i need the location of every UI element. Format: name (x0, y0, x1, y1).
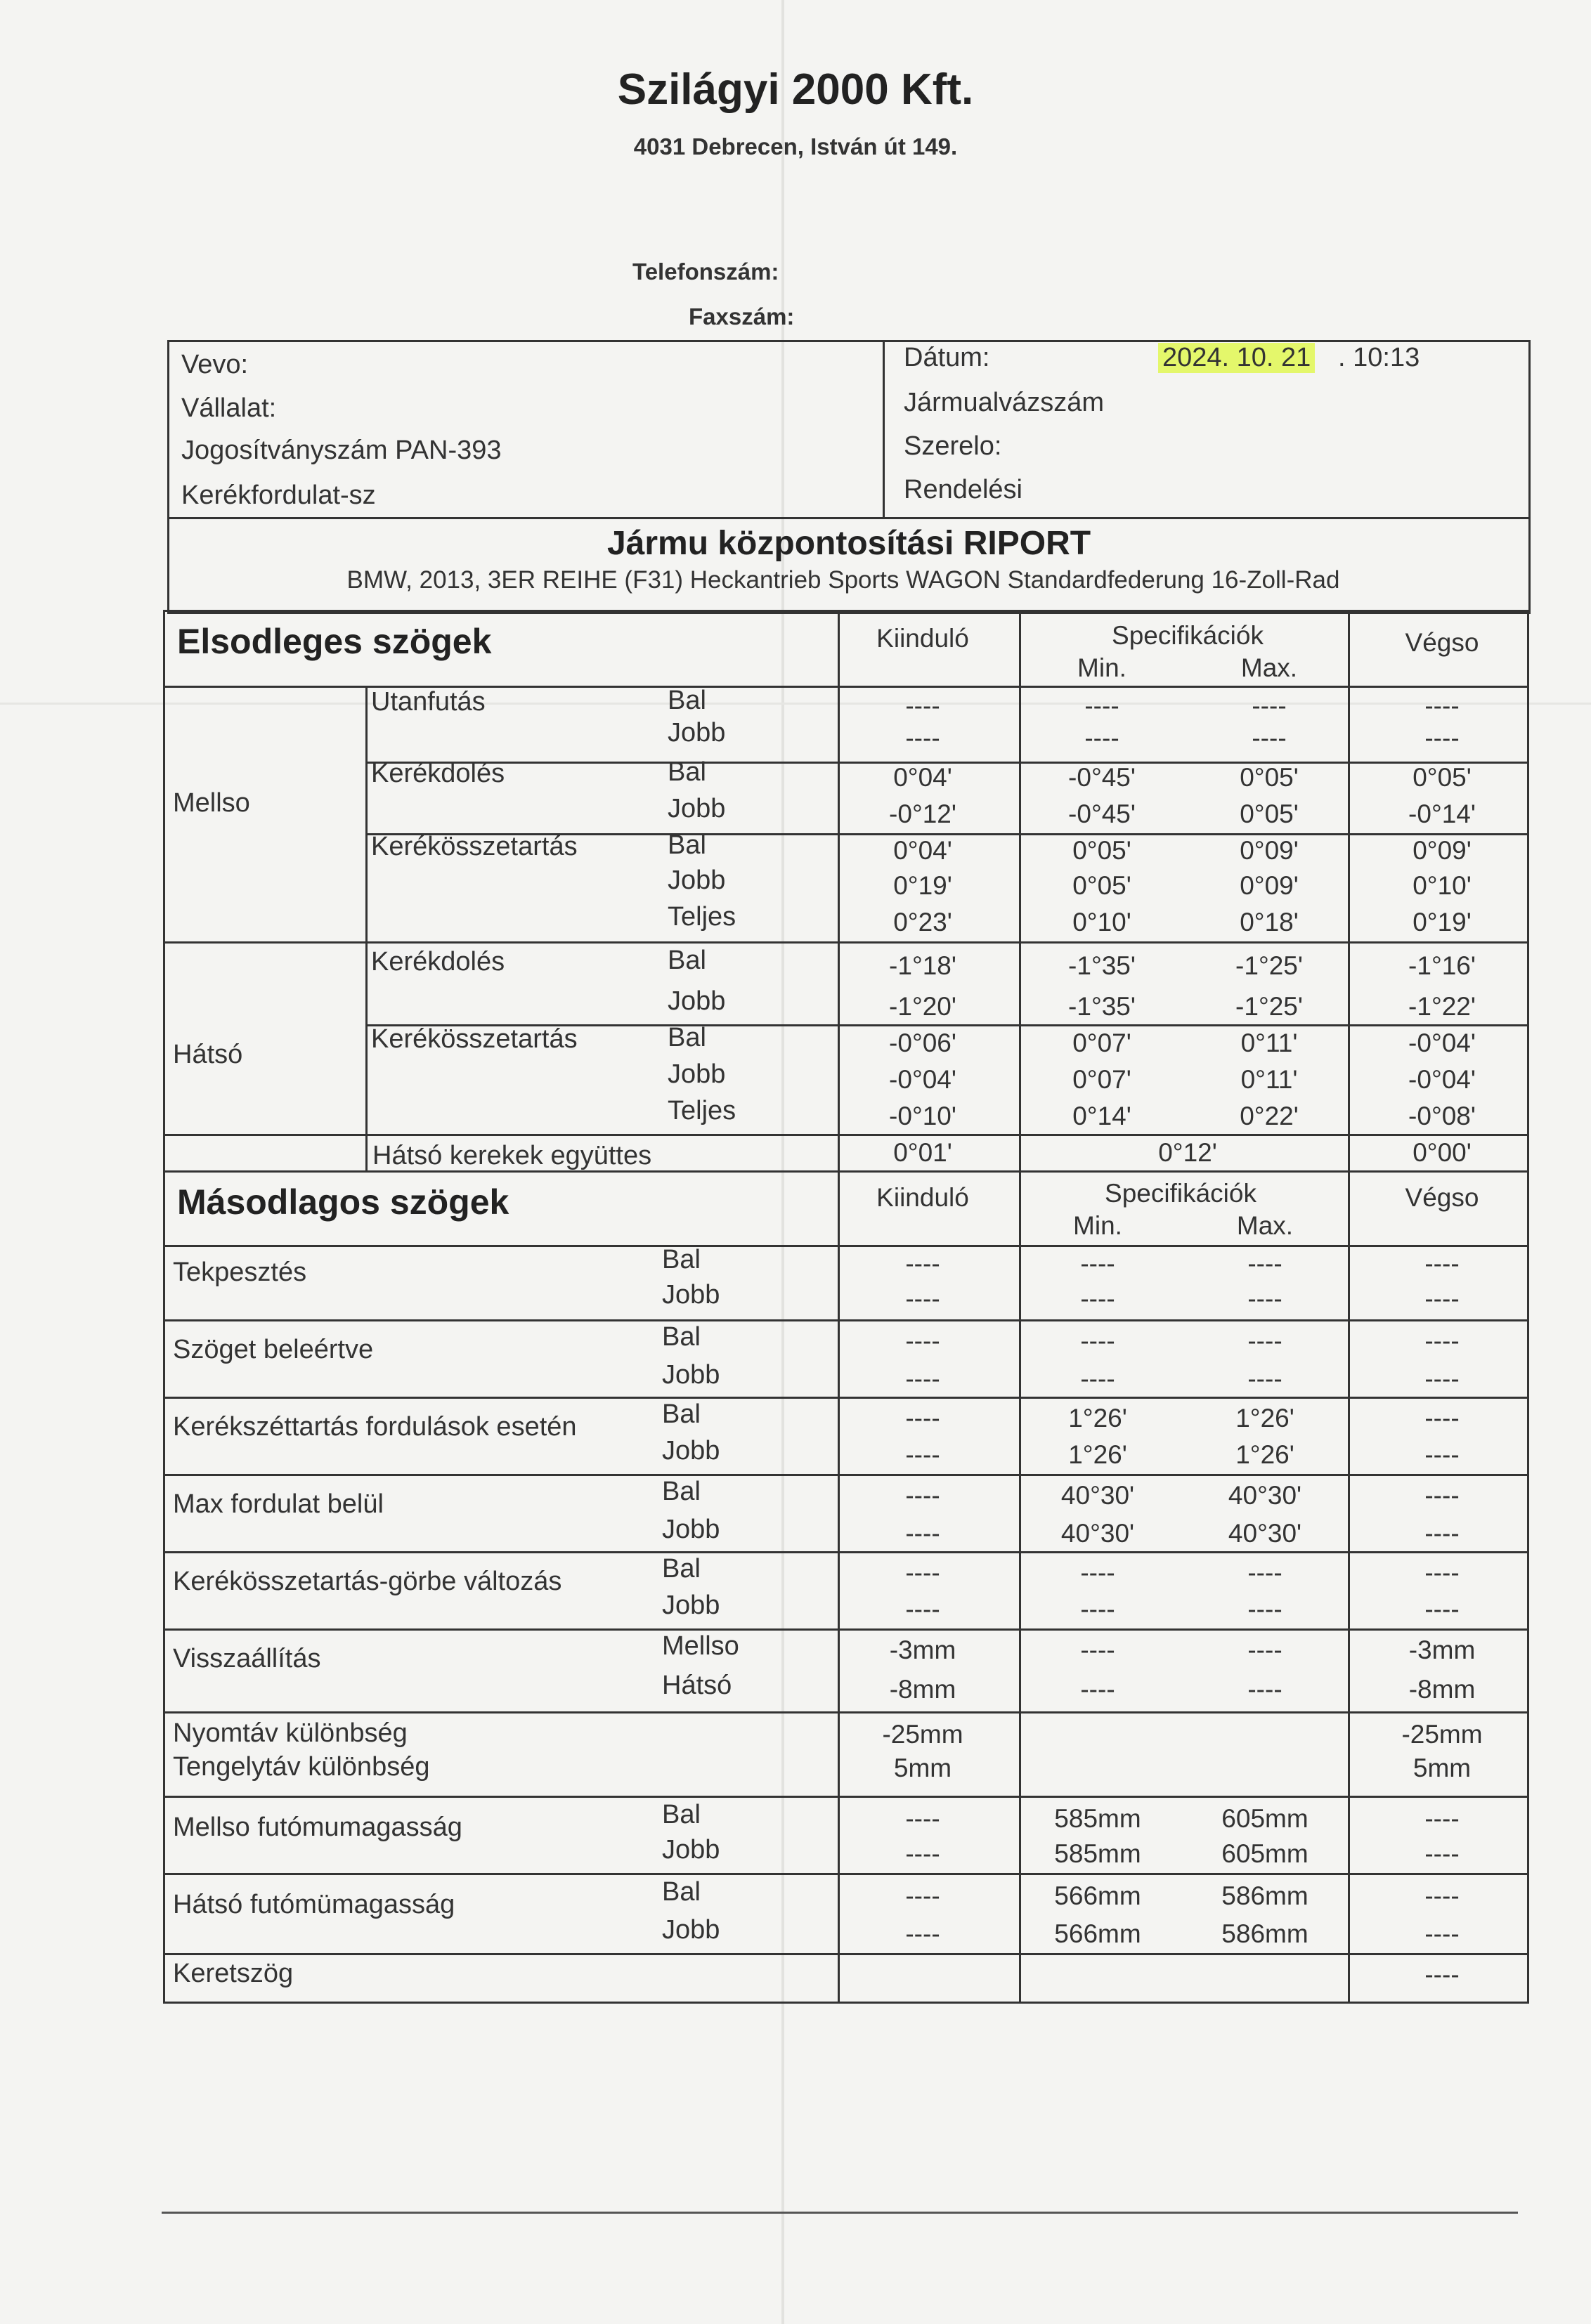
secondary-side-label: Bal (662, 1322, 701, 1352)
primary-initial-value: 0°19' (893, 871, 952, 900)
primary-initial-value: ---- (905, 691, 940, 720)
primary-max-value: 0°09' (1240, 836, 1299, 865)
secondary-initial-value: ---- (905, 1440, 940, 1469)
secondary-param-label: Szöget beleértve (173, 1335, 374, 1364)
secondary-final-value: ---- (1424, 1804, 1460, 1833)
secondary-heading: Másodlagos szögek (177, 1182, 509, 1222)
secondary-initial-value: ---- (905, 1249, 940, 1278)
secondary-final-value: ---- (1424, 1960, 1460, 1989)
primary-initial-value: -0°10' (889, 1102, 956, 1130)
secondary-min-value: ---- (1080, 1675, 1115, 1704)
primary-side-label: Teljes (668, 902, 736, 932)
primary-side-label: Jobb (668, 1059, 726, 1089)
primary-max-value: 0°11' (1240, 1029, 1298, 1057)
secondary-final-value: -3mm (1408, 1636, 1476, 1664)
secondary-max-value: 605mm (1221, 1839, 1308, 1868)
primary-side-label: Bal (668, 757, 706, 787)
secondary-param-label: Tengelytáv különbség (173, 1752, 430, 1782)
secondary-max-value: 586mm (1221, 1881, 1308, 1910)
secondary-max-value: ---- (1247, 1249, 1282, 1278)
primary-col-spec: Specifikációk (1112, 621, 1264, 650)
secondary-col-initial: Kiinduló (876, 1183, 969, 1212)
secondary-side-label: Bal (662, 1800, 701, 1829)
primary-initial-value: -0°06' (889, 1029, 956, 1057)
primary-param-label: Kerékösszetartás (371, 1024, 578, 1054)
secondary-side-label: Jobb (662, 1280, 720, 1310)
primary-max-value: 0°09' (1240, 871, 1299, 900)
secondary-min-value: 40°30' (1060, 1519, 1135, 1548)
secondary-min-value: 40°30' (1060, 1481, 1135, 1510)
secondary-final-value: ---- (1424, 1558, 1460, 1587)
date-label: Dátum: (904, 343, 990, 372)
primary-col-final: Végso (1405, 628, 1479, 657)
secondary-final-value: -8mm (1408, 1675, 1476, 1704)
secondary-max-value: 605mm (1221, 1804, 1308, 1833)
secondary-min-value: 1°26' (1068, 1440, 1127, 1469)
thrust-initial: 0°01' (893, 1138, 952, 1167)
secondary-final-value: ---- (1424, 1364, 1460, 1393)
secondary-max-value: 1°26' (1235, 1404, 1294, 1432)
secondary-side-label: Bal (662, 1399, 701, 1429)
secondary-final-value: ---- (1424, 1595, 1460, 1624)
secondary-side-label: Bal (662, 1245, 701, 1274)
secondary-min-value: ---- (1080, 1284, 1115, 1313)
primary-initial-value: 0°23' (893, 908, 952, 936)
info-license: Jogosítványszám PAN-393 (181, 436, 502, 465)
vehicle-description: BMW, 2013, 3ER REIHE (F31) Heckantrieb Sports WAGON Standardfederung 16-Zoll-Rad (346, 566, 1340, 594)
secondary-min-value: 566mm (1054, 1881, 1141, 1910)
primary-side-label: Jobb (668, 986, 726, 1016)
footer-line (162, 2212, 1518, 2214)
primary-final-value: ---- (1424, 724, 1460, 752)
secondary-initial-value: ---- (905, 1404, 940, 1432)
secondary-max-value: ---- (1247, 1636, 1282, 1664)
secondary-col-min: Min. (1073, 1211, 1122, 1240)
secondary-max-value: 586mm (1221, 1919, 1308, 1948)
primary-max-value: 0°05' (1240, 763, 1299, 792)
secondary-initial-value: ---- (905, 1519, 940, 1548)
primary-final-value: -1°16' (1408, 951, 1476, 980)
info-company: Vállalat: (181, 393, 277, 423)
secondary-max-value: ---- (1247, 1595, 1282, 1624)
secondary-side-label: Mellso (662, 1631, 739, 1661)
secondary-param-label: Kerékszéttartás fordulások esetén (173, 1412, 577, 1442)
thrust-final: 0°00' (1413, 1138, 1472, 1167)
secondary-side-label: Jobb (662, 1915, 720, 1945)
primary-final-value: -1°22' (1408, 992, 1476, 1021)
secondary-max-value: 40°30' (1228, 1519, 1302, 1548)
primary-max-value: -1°25' (1235, 951, 1303, 980)
primary-min-value: ---- (1084, 724, 1119, 752)
secondary-min-value: 585mm (1054, 1839, 1141, 1868)
primary-max-value: 0°18' (1240, 908, 1299, 936)
primary-max-value: 0°05' (1240, 799, 1299, 828)
secondary-side-label: Bal (662, 1877, 701, 1907)
secondary-side-label: Jobb (662, 1436, 720, 1465)
primary-initial-value: 0°04' (893, 763, 952, 792)
secondary-min-value: 566mm (1054, 1919, 1141, 1948)
secondary-max-value: ---- (1247, 1675, 1282, 1704)
primary-side-label: Jobb (668, 866, 726, 895)
primary-param-label: Kerékdolés (371, 759, 505, 788)
company-name: Szilágyi 2000 Kft. (617, 65, 974, 114)
primary-max-value: ---- (1252, 691, 1287, 720)
primary-param-label: Kerékösszetartás (371, 832, 578, 861)
primary-min-value: -1°35' (1068, 951, 1136, 980)
secondary-max-value: ---- (1247, 1558, 1282, 1587)
secondary-final-value: 5mm (1413, 1754, 1472, 1782)
secondary-initial-value: ---- (905, 1481, 940, 1510)
secondary-max-value: ---- (1247, 1364, 1282, 1393)
secondary-col-max: Max. (1236, 1211, 1294, 1240)
primary-initial-value: -1°20' (889, 992, 956, 1021)
primary-min-value: -1°35' (1068, 992, 1136, 1021)
secondary-initial-value: -8mm (889, 1675, 956, 1704)
primary-final-value: -0°14' (1408, 799, 1476, 828)
secondary-max-value: ---- (1247, 1284, 1282, 1313)
secondary-initial-value: -3mm (889, 1636, 956, 1664)
primary-min-value: 0°05' (1072, 836, 1131, 865)
secondary-max-value: ---- (1247, 1326, 1282, 1355)
group-rear: Hátsó (173, 1040, 243, 1069)
primary-min-value: 0°10' (1072, 908, 1131, 936)
primary-initial-value: ---- (905, 724, 940, 752)
secondary-min-value: ---- (1080, 1595, 1115, 1624)
time-value: . 10:13 (1338, 343, 1420, 372)
primary-side-label: Bal (668, 686, 706, 715)
primary-final-value: -0°04' (1408, 1065, 1476, 1094)
secondary-final-value: -25mm (1401, 1720, 1483, 1749)
primary-initial-value: -1°18' (889, 951, 956, 980)
secondary-initial-value: ---- (905, 1326, 940, 1355)
secondary-final-value: ---- (1424, 1440, 1460, 1469)
secondary-min-value: ---- (1080, 1558, 1115, 1587)
primary-final-value: -0°04' (1408, 1029, 1476, 1057)
secondary-col-final: Végso (1405, 1183, 1479, 1212)
group-front: Mellso (173, 788, 250, 818)
primary-side-label: Bal (668, 946, 706, 975)
primary-max-value: -1°25' (1235, 992, 1303, 1021)
fax-label: Faxszám: (689, 303, 795, 329)
secondary-side-label: Jobb (662, 1591, 720, 1620)
secondary-side-label: Jobb (662, 1835, 720, 1865)
secondary-initial-value: ---- (905, 1364, 940, 1393)
primary-col-min: Min. (1077, 653, 1126, 682)
secondary-side-label: Hátsó (662, 1671, 732, 1700)
alignment-table (163, 610, 1529, 2004)
secondary-final-value: ---- (1424, 1249, 1460, 1278)
primary-max-value: 0°22' (1240, 1102, 1299, 1130)
primary-side-label: Bal (668, 1023, 706, 1052)
primary-side-label: Jobb (668, 718, 726, 748)
secondary-initial-value: ---- (905, 1804, 940, 1833)
primary-min-value: 0°14' (1072, 1102, 1131, 1130)
primary-heading: Elsodleges szögek (177, 622, 492, 661)
primary-param-label: Kerékdolés (371, 947, 505, 977)
secondary-side-label: Bal (662, 1554, 701, 1584)
secondary-side-label: Jobb (662, 1515, 720, 1544)
primary-min-value: -0°45' (1068, 763, 1136, 792)
secondary-param-label: Nyomtáv különbség (173, 1718, 408, 1748)
info-mechanic: Szerelo: (904, 431, 1002, 461)
primary-initial-value: 0°04' (893, 836, 952, 865)
primary-param-label: Utanfutás (371, 687, 486, 717)
secondary-side-label: Jobb (662, 1360, 720, 1390)
secondary-final-value: ---- (1424, 1881, 1460, 1910)
primary-side-label: Jobb (668, 794, 726, 823)
secondary-initial-value: ---- (905, 1284, 940, 1313)
primary-col-max: Max. (1240, 653, 1298, 682)
primary-final-value: 0°05' (1413, 763, 1472, 792)
secondary-param-label: Tekpesztés (173, 1258, 307, 1287)
secondary-param-label: Mellso futómumagasság (173, 1813, 462, 1842)
primary-initial-value: -0°12' (889, 799, 956, 828)
secondary-initial-value: -25mm (882, 1720, 963, 1749)
secondary-side-label: Bal (662, 1477, 701, 1506)
secondary-initial-value: 5mm (893, 1754, 952, 1782)
primary-min-value: 0°07' (1072, 1065, 1131, 1094)
secondary-min-value: ---- (1080, 1326, 1115, 1355)
secondary-param-label: Hátsó futómümagasság (173, 1890, 455, 1919)
report-title: Jármu központosítási RIPORT (606, 525, 1091, 562)
secondary-min-value: ---- (1080, 1364, 1115, 1393)
secondary-initial-value: ---- (905, 1558, 940, 1587)
primary-col-initial: Kiinduló (876, 624, 969, 653)
secondary-initial-value: ---- (905, 1919, 940, 1948)
secondary-min-value: 585mm (1054, 1804, 1141, 1833)
primary-min-value: -0°45' (1068, 799, 1136, 828)
info-chassis: Jármualvázszám (904, 388, 1105, 417)
primary-final-value: 0°10' (1413, 871, 1472, 900)
primary-max-value: ---- (1252, 724, 1287, 752)
secondary-param-label: Keretszög (173, 1959, 294, 1988)
secondary-initial-value: ---- (905, 1881, 940, 1910)
company-address: 4031 Debrecen, István út 149. (633, 133, 958, 159)
secondary-final-value: ---- (1424, 1519, 1460, 1548)
secondary-final-value: ---- (1424, 1839, 1460, 1868)
secondary-max-value: 40°30' (1228, 1481, 1302, 1510)
secondary-min-value: 1°26' (1068, 1404, 1127, 1432)
date-value: 2024. 10. 21 (1158, 343, 1315, 373)
thrust-spec: 0°12' (1158, 1138, 1217, 1167)
primary-final-value: 0°19' (1413, 908, 1472, 936)
primary-side-label: Teljes (668, 1096, 736, 1125)
primary-max-value: 0°11' (1240, 1065, 1298, 1094)
info-order: Rendelési (904, 475, 1022, 504)
secondary-max-value: 1°26' (1235, 1440, 1294, 1469)
secondary-param-label: Visszaállítás (173, 1644, 321, 1673)
secondary-initial-value: ---- (905, 1839, 940, 1868)
primary-final-value: ---- (1424, 691, 1460, 720)
phone-label: Telefonszám: (632, 259, 779, 285)
info-customer: Vevo: (181, 350, 249, 379)
primary-min-value: ---- (1084, 691, 1119, 720)
secondary-col-spec: Specifikációk (1105, 1179, 1256, 1208)
info-wheel-turn: Kerékfordulat-sz (181, 481, 376, 510)
secondary-min-value: ---- (1080, 1636, 1115, 1664)
secondary-final-value: ---- (1424, 1919, 1460, 1948)
secondary-min-value: ---- (1080, 1249, 1115, 1278)
primary-side-label: Bal (668, 830, 706, 860)
secondary-initial-value: ---- (905, 1595, 940, 1624)
thrust-label: Hátsó kerekek együttes (372, 1141, 652, 1170)
secondary-param-label: Max fordulat belül (173, 1489, 384, 1519)
secondary-final-value: ---- (1424, 1284, 1460, 1313)
secondary-final-value: ---- (1424, 1481, 1460, 1510)
secondary-final-value: ---- (1424, 1404, 1460, 1432)
secondary-final-value: ---- (1424, 1326, 1460, 1355)
primary-initial-value: -0°04' (889, 1065, 956, 1094)
primary-final-value: 0°09' (1413, 836, 1472, 865)
primary-min-value: 0°07' (1072, 1029, 1131, 1057)
primary-final-value: -0°08' (1408, 1102, 1476, 1130)
primary-min-value: 0°05' (1072, 871, 1131, 900)
secondary-param-label: Kerékösszetartás-görbe változás (173, 1567, 562, 1596)
